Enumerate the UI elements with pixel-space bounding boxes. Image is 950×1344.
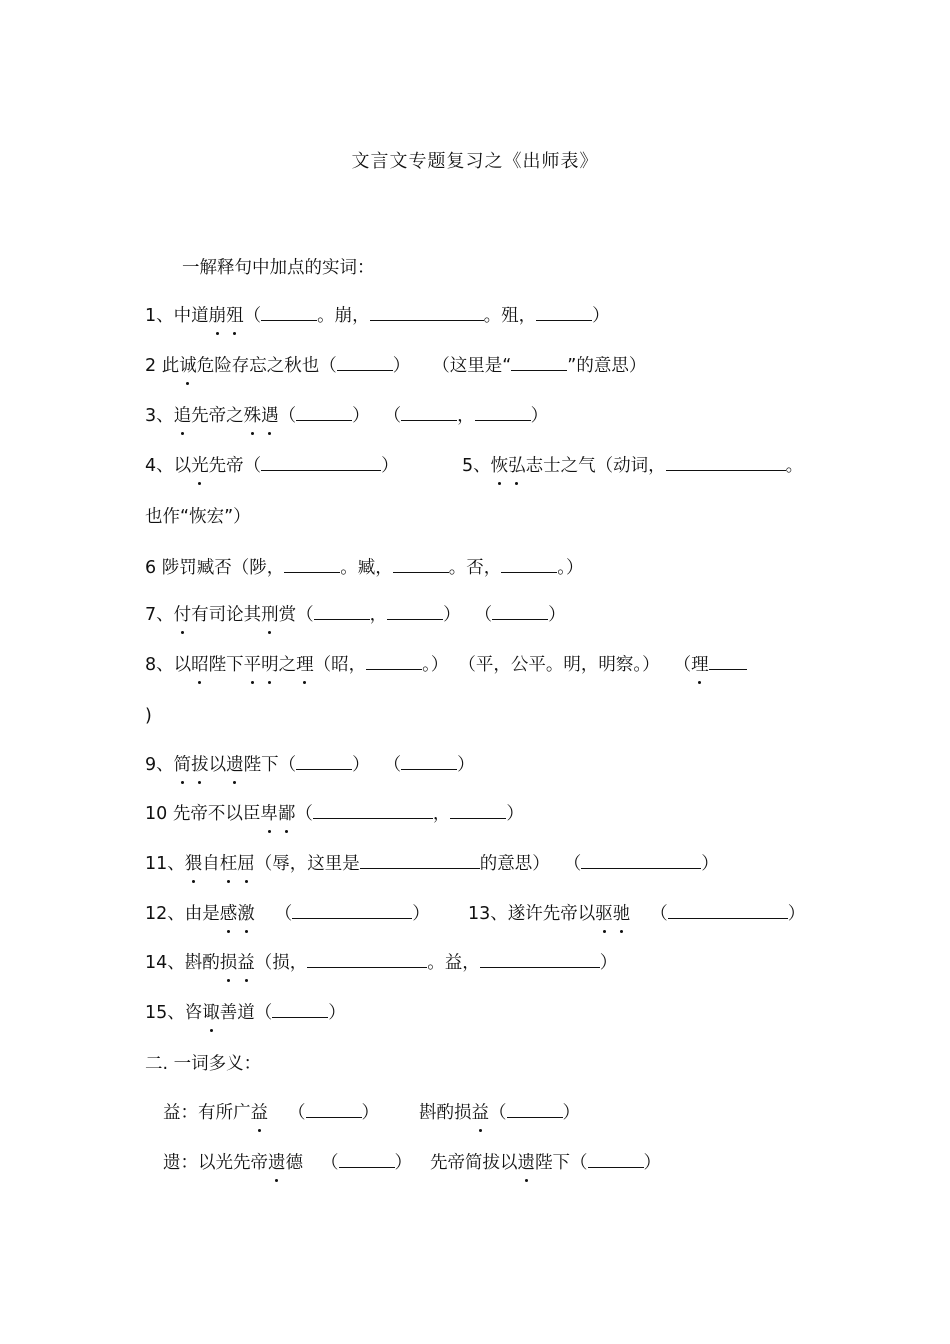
answer-blank[interactable] xyxy=(588,1149,644,1168)
answer-blank[interactable] xyxy=(393,554,449,573)
dotted-char: 损 xyxy=(219,953,238,973)
question-13: 13、遂许先帝以驱驰 （ ） xyxy=(468,900,805,926)
dotted-char: 遇 xyxy=(261,406,279,426)
answer-blank[interactable] xyxy=(450,800,506,819)
answer-blank[interactable] xyxy=(709,651,747,670)
answer-blank[interactable] xyxy=(501,554,557,573)
answer-blank[interactable] xyxy=(480,949,600,968)
section2-heading: 二. 一词多义： xyxy=(145,1054,262,1074)
dotted-char: 遗 xyxy=(226,755,244,775)
dotted-char: 光 xyxy=(191,456,209,476)
dotted-char: 平 xyxy=(243,655,262,675)
answer-blank[interactable] xyxy=(339,1149,395,1168)
question-8: 8、以昭陛下平明之理（昭， 。） （平，公平。明，明察。） （理 xyxy=(145,651,747,677)
answer-blank[interactable] xyxy=(314,601,370,620)
answer-blank[interactable] xyxy=(261,302,317,321)
dotted-char: 益 xyxy=(250,1103,268,1123)
answer-blank[interactable] xyxy=(292,900,412,919)
dotted-char: 理 xyxy=(296,655,314,675)
question-10: 10 先帝不以臣卑鄙（ ， ） xyxy=(145,800,524,826)
polysemy-yi-2: 遗：以光先帝遗德 （ ） 先帝简拔以遗陛下（ ） xyxy=(163,1149,661,1175)
answer-blank[interactable] xyxy=(581,850,701,869)
dotted-char: 诚 xyxy=(179,356,197,376)
dotted-char: 弘 xyxy=(508,456,526,476)
dotted-char: 激 xyxy=(237,904,255,924)
answer-blank[interactable] xyxy=(261,452,381,471)
dotted-char: 遗 xyxy=(268,1153,286,1173)
answer-blank[interactable] xyxy=(536,302,592,321)
dotted-char: 追 xyxy=(173,406,192,426)
answer-blank[interactable] xyxy=(475,402,531,421)
dotted-char: 恢 xyxy=(490,456,509,476)
page-title: 文言文专题复习之《出师表》 xyxy=(351,151,599,172)
answer-blank[interactable] xyxy=(272,999,328,1018)
dotted-char: 益 xyxy=(237,953,255,973)
question-11: 11、猥自枉屈（辱，这里是 的意思） （ ） xyxy=(145,850,719,876)
dotted-char: 崩 xyxy=(208,306,227,326)
dotted-char: 拔 xyxy=(191,755,209,775)
polysemy-yi: 益：有所广益 （ ） 斟酌损益（ ） xyxy=(163,1099,580,1125)
answer-blank[interactable] xyxy=(296,751,352,770)
question-3: 3、追先帝之殊遇（ ） （ ， ） xyxy=(145,402,548,428)
answer-blank[interactable] xyxy=(668,900,788,919)
answer-blank[interactable] xyxy=(401,402,457,421)
question-5: 5、恢弘志士之气（动词， 。 xyxy=(462,452,803,478)
question-14: 14、斟酌损益（损， 。益， ） xyxy=(145,949,617,975)
dotted-char: 猥 xyxy=(184,854,203,874)
answer-blank[interactable] xyxy=(387,601,443,620)
dotted-char: 殊 xyxy=(243,406,262,426)
question-4: 4、以光先帝（ ） xyxy=(145,452,399,478)
answer-blank[interactable] xyxy=(313,800,433,819)
question-8-continued: ) xyxy=(145,706,152,726)
answer-blank[interactable] xyxy=(401,751,457,770)
answer-blank[interactable] xyxy=(296,402,352,421)
answer-blank[interactable] xyxy=(284,554,340,573)
dotted-char: 殂 xyxy=(226,306,244,326)
question-1: 1、中道崩殂（ 。崩， 。殂， ） xyxy=(145,302,610,328)
dotted-char: 驰 xyxy=(612,904,631,924)
section1-heading: 一解释句中加点的实词： xyxy=(182,258,375,278)
answer-blank[interactable] xyxy=(306,1099,362,1118)
dotted-char: 刑 xyxy=(261,605,279,625)
answer-blank[interactable] xyxy=(337,352,393,371)
answer-blank[interactable] xyxy=(507,1099,563,1118)
dotted-char: 驱 xyxy=(595,904,613,924)
dotted-char: 遗 xyxy=(517,1153,535,1173)
dotted-char: 屈 xyxy=(237,854,255,874)
dotted-char: 枉 xyxy=(219,854,238,874)
question-15: 15、咨诹善道（ ） xyxy=(145,999,346,1025)
answer-blank[interactable] xyxy=(370,302,484,321)
answer-blank[interactable] xyxy=(366,651,422,670)
answer-blank[interactable] xyxy=(307,949,427,968)
question-6: 6 陟罚臧否（陟， 。臧， 。否， 。） xyxy=(145,554,583,580)
question-7: 7、付有司论其刑赏（ ， ） （ ） xyxy=(145,601,566,627)
dotted-char: 诹 xyxy=(202,1003,220,1023)
answer-blank[interactable] xyxy=(360,850,480,869)
question-9: 9、简拔以遗陛下（ ） （ ） xyxy=(145,751,475,777)
dotted-char: 简 xyxy=(173,755,192,775)
question-12: 12、由是感激 （ ） xyxy=(145,900,430,926)
dotted-char: 付 xyxy=(173,605,192,625)
answer-blank[interactable] xyxy=(511,352,567,371)
answer-blank[interactable] xyxy=(666,452,786,471)
dotted-char: 感 xyxy=(219,904,238,924)
question-2: 2 此诚危险存忘之秋也（ ） （这里是“ ”的意思） xyxy=(145,352,646,378)
dotted-char: 卑 xyxy=(260,804,278,824)
dotted-char: 理 xyxy=(691,655,709,675)
dotted-char: 鄙 xyxy=(277,804,296,824)
answer-blank[interactable] xyxy=(492,601,548,620)
dotted-char: 明 xyxy=(261,655,279,675)
dotted-char: 益 xyxy=(471,1103,489,1123)
dotted-char: 昭 xyxy=(191,655,209,675)
question-5-continued: 也作“恢宏”） xyxy=(145,507,251,527)
